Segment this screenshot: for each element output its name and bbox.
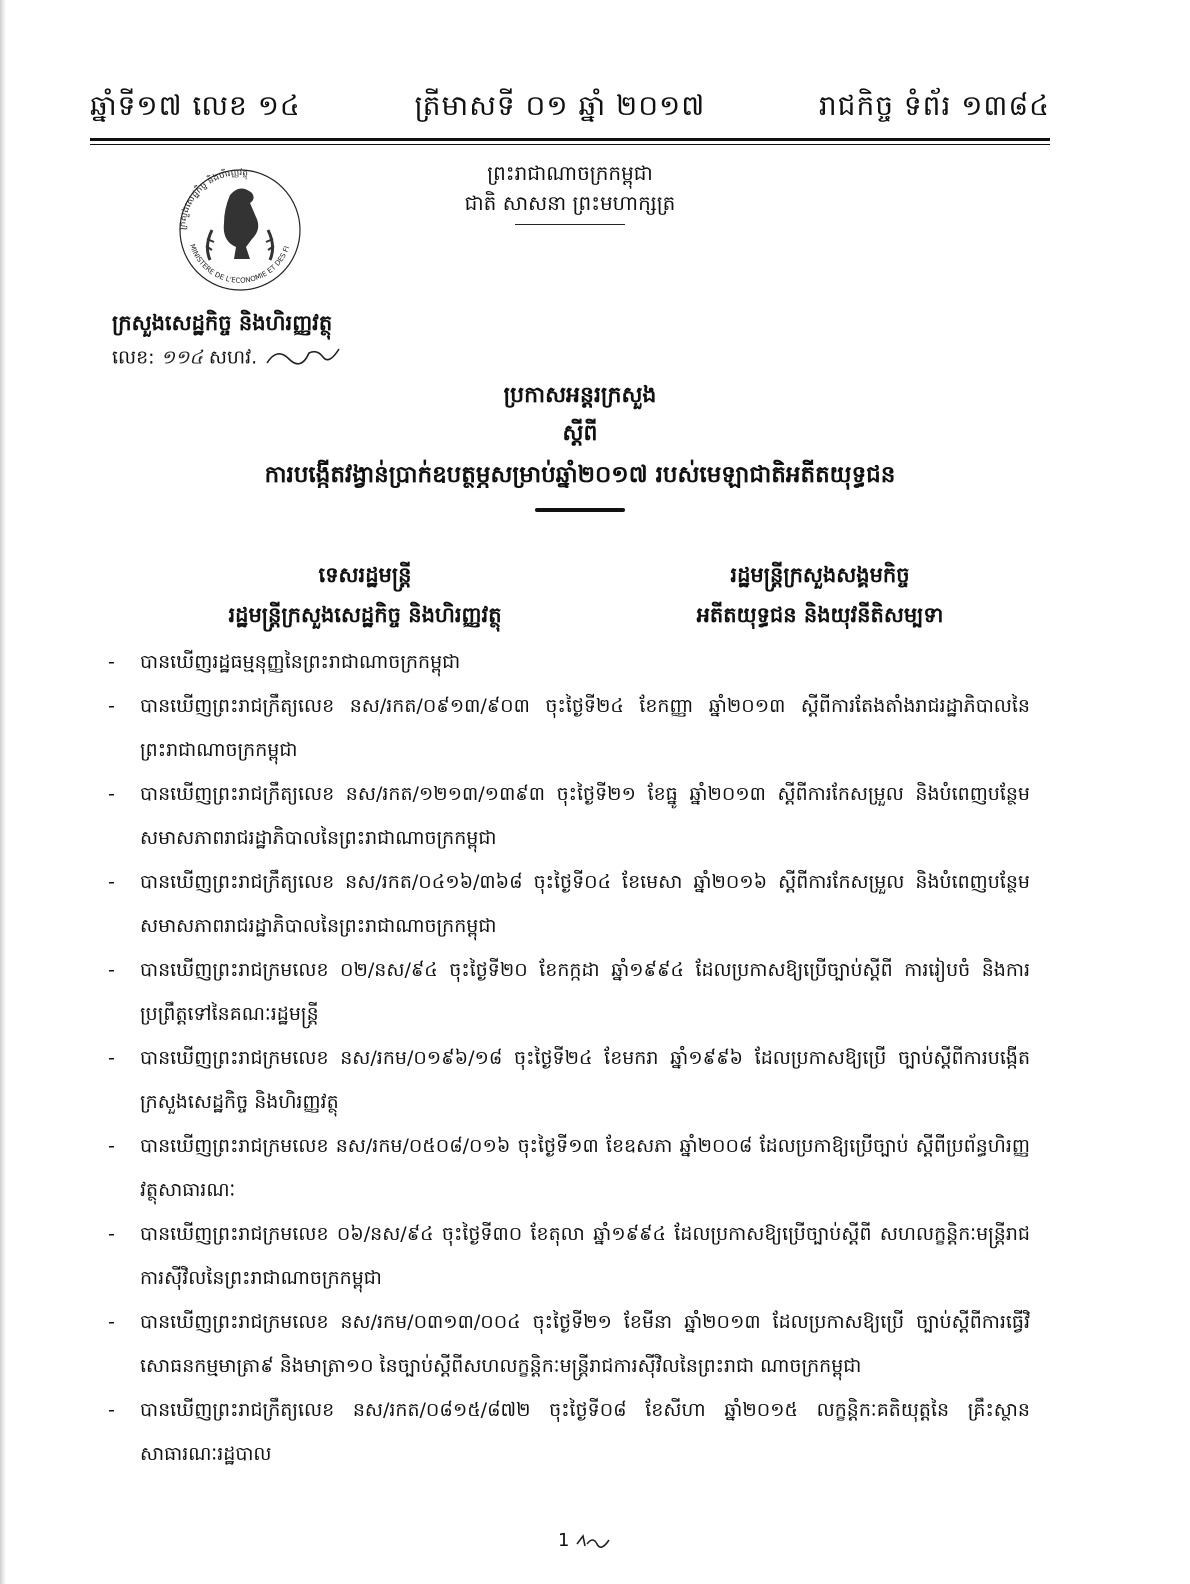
reference-label: លេខ: [112,346,155,369]
header-divider [90,138,1050,145]
reference-handwritten: ១១៤ [160,346,203,369]
title-proclamation: ប្រកាសអន្តរក្រសួង [503,383,657,408]
list-item: - បានឃើញព្រះរាជក្រឹត្យលេខ នស/រកត/០៤១៦/៣៦៨ ចុះថ្ងៃទី០៤ ខែមេសា ឆ្នាំ២០១៦ ស្តីពីការកែសម្រួល និងបំពេញបន្ថែមសមាសភាពរាជរដ្ឋាភិបាលនៃព្រះរាជាណាចក្រកម្ពុជា [108,871,1030,937]
gazette-volume: ឆ្នាំទី១៧ លេខ ១៤ [90,89,301,122]
kingdom-motto [400,158,740,225]
legal-basis-list [100,640,1030,1476]
seal-bottom-text: MINISTERE DE L'ECONOMIE ET DES FI [188,243,292,285]
issuing-ministry: ក្រសួងសេដ្ឋកិច្ច និងហិរញ្ញវត្ថុ [112,311,333,335]
nation-religion-king: ជាតិ សាសនា ព្រះមហាក្សត្រ [464,191,676,215]
page-number: 1 [558,1530,615,1551]
proclamation-title [100,378,1060,512]
list-item: - បានឃើញព្រះរាជក្រមលេខ នស/រកម/០៣១៣/០០៤ ចុះថ្ងៃទី២១ ខែមីនា ឆ្នាំ២០១៣ ដែលប្រកាសឱ្យប្រើ ច្បាប់ស្តីពីការធ្វើវិសោធនកម្មមាត្រា៩ និងមាត្រា១០ នៃច្បាប់ស្តីពីសហលក្ខន្តិកៈមន្ត្រីរាជការស៊ីវិលនៃព្រះរាជា ណាចក្រកម្ពុជា [108,1311,1030,1377]
list-item: - បានឃើញព្រះរាជក្រមលេខ នស/រកម/០១៩៦/១៨ ចុះថ្ងៃទី២៤ ខែមករា ឆ្នាំ១៩៩៦ ដែលប្រកាសឱ្យប្រើ ច្បាប់ស្តីពីការបង្កើតក្រសួងសេដ្ឋកិច្ច និងហិរញ្ញវត្ថុ [108,1047,1030,1113]
list-item: - បានឃើញព្រះរាជក្រឹត្យលេខ នស/រកត/០៨១៥/៨៧២ ចុះថ្ងៃទី០៨ ខែសីហា ឆ្នាំ២០១៥ លក្ខន្តិកៈគតិយុត្តនៃ គ្រឹះស្ថានសាធារណៈរដ្ឋបាល [108,1399,1030,1465]
seal-top-text: ក្រសួងសេដ្ឋកិច្ច និងហិរញ្ញវត្ថុ [177,167,249,231]
title-ornament [535,508,625,512]
gazette-header [90,88,1050,129]
ministry-seal-logo [160,150,320,300]
handwritten-signature-mark [263,345,343,371]
list-item: - បានឃើញរដ្ឋធម្មនុញ្ញនៃព្រះរាជាណាចក្រកម្ពុជា [108,651,461,673]
handwritten-initials [575,1532,615,1550]
reference-number [112,345,343,374]
gazette-page-ref: រាជកិច្ច ទំព័រ ១៣៨៤ [818,89,1050,122]
signer-left-ministry: រដ្ឋមន្ត្រីក្រសួងសេដ្ឋកិច្ច និងហិរញ្ញវត្ថុ [228,603,502,627]
reference-suffix: សហវ. [208,346,258,369]
list-item: - បានឃើញព្រះរាជក្រមលេខ ០២/នស/៩៤ ចុះថ្ងៃទី២០ ខែកក្កដា ឆ្នាំ១៩៩៤ ដែលប្រកាសឱ្យប្រើច្បាប់ស្តីពី ការរៀបចំ និងការប្រព្រឹត្តទៅនៃគណៈរដ្ឋមន្ត្រី [108,959,1030,1025]
list-item: - បានឃើញព្រះរាជក្រមលេខ នស/រកម/០៥០៨/០១៦ ចុះថ្ងៃទី១៣ ខែឧសភា ឆ្នាំ២០០៨ ដែលប្រកាឱ្យប្រើច្បាប់ ស្តីពីប្រព័ន្ធហិរញ្ញវត្ថុសាធារណៈ [108,1135,1030,1201]
list-item: - បានឃើញព្រះរាជក្រឹត្យលេខ នស/រកត/១២១៣/១៣៩៣ ចុះថ្ងៃទី២១ ខែធ្នូ ឆ្នាំ២០១៣ ស្តីពីការកែសម្រួល និងបំពេញបន្ថែមសមាសភាពរាជរដ្ឋាភិបាលនៃព្រះរាជាណាចក្រកម្ពុជា [108,783,1030,849]
title-subject: ការបង្កើតវង្វាន់ប្រាក់ឧបត្ថម្ភសម្រាប់ឆ្នាំ២០១៧ របស់មេឡាជាតិអតីតយុទ្ធជន [264,462,896,488]
kingdom-name: ព្រះរាជាណាចក្រកម្ពុជា [487,161,653,185]
signatory-ministers [150,555,1010,635]
signer-right-ministry: អតីតយុទ្ធជន និងយុវនីតិសម្បទា [696,603,944,627]
signer-right-title: រដ្ឋមន្ត្រីក្រសួងសង្គមកិច្ច [730,563,910,587]
signer-right [630,555,1010,635]
motto-divider [515,224,625,225]
list-item: - បានឃើញព្រះរាជក្រមលេខ ០៦/នស/៩៤ ចុះថ្ងៃទី៣០ ខែតុលា ឆ្នាំ១៩៩៤ ដែលប្រកាសឱ្យប្រើច្បាប់ស្តីពី សហលក្ខន្តិកៈមន្ត្រីរាជការស៊ីវិលនៃព្រះរាជាណាចក្រកម្ពុជា [108,1223,1030,1289]
signer-left [150,555,580,635]
title-regarding: ស្តីពី [562,421,598,446]
scan-edge-shadow [0,0,6,1584]
list-item: - បានឃើញព្រះរាជក្រឹត្យលេខ នស/រកត/០៩១៣/៩០៣ ចុះថ្ងៃទី២៤ ខែកញ្ញា ឆ្នាំ២០១៣ ស្តីពីការតែងតាំងរាជរដ្ឋាភិបាលនៃព្រះរាជាណាចក្រកម្ពុជា [108,695,1030,761]
gazette-quarter: ត្រីមាសទី ០១ ឆ្នាំ ២០១៧ [414,89,706,122]
signer-left-title: ទេសរដ្ឋមន្ត្រី [318,563,412,587]
